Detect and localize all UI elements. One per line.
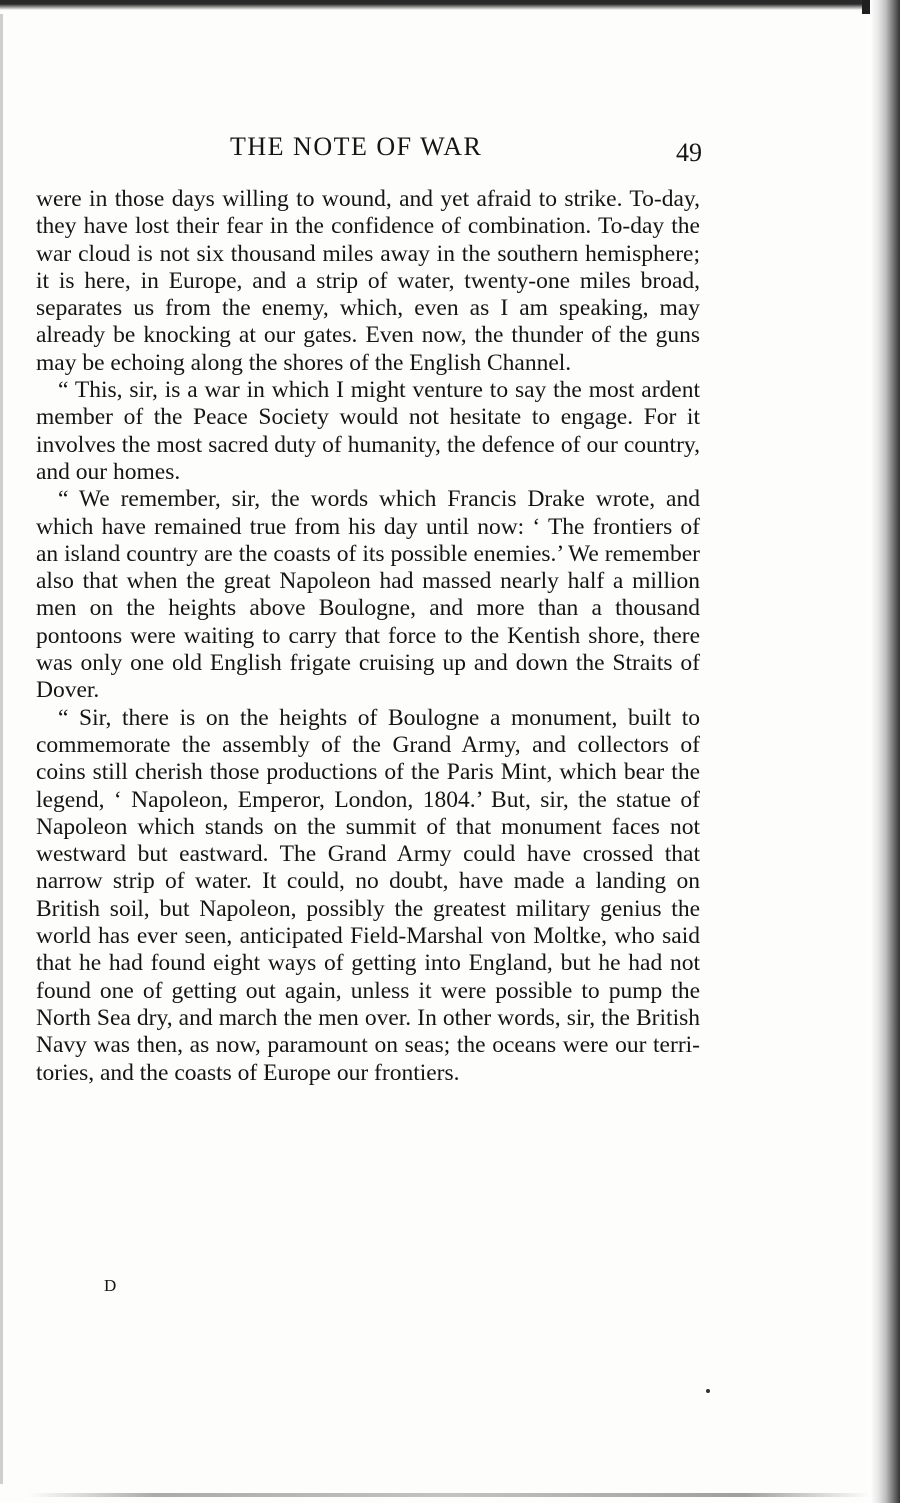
running-title: THE NOTE OF WAR bbox=[230, 132, 483, 161]
scan-edge-top bbox=[0, 0, 870, 10]
paragraph-continued: were in those days willing to wound, and yet afraid to strike. To-day, they have lost their fear in the confidence of combination. To-day the war cloud is not six thousand miles away in the southern hemisphere; it is here, in Europe, and a strip of water, twenty-one miles broad, separates us from the enemy, which, even as I am speaking, may already be knocking at our gates. Even now, the thunder of the guns may be echoing along the shores of the English Channel. bbox=[36, 186, 700, 376]
scan-speck bbox=[706, 1389, 710, 1393]
body-text bbox=[36, 186, 700, 1087]
scan-edge-left bbox=[0, 14, 3, 1484]
scan-edge-bottom bbox=[28, 1493, 870, 1497]
paragraph-francis-drake: “ We remember, sir, the words which Francis Drake wrote, and which have remained true from his day until now: ‘ The frontiers of an island country are the coasts of its possible enemies.’ We remember also that when the great Napoleon had massed nearly half a million men on the heights above Boulogne, and more than a thousand pontoons were waiting to carry that force to the Kentish shore, there was only one old English frigate cruising up and down the Straits of Dover. bbox=[36, 486, 700, 704]
scan-edge-right bbox=[870, 0, 900, 1503]
paragraph-boulogne-monument: “ Sir, there is on the heights of Boulogne a monument, built to commemorate the assembly of the Grand Army, and collectors of coins still cherish those productions of the Paris Mint, which bear the legend, ‘ Napoleon, Emperor, London, 1804.’ But, sir, the statue of Napoleon which stands on the summit of that monument faces not westward but eastward. The Grand Army could have crossed that narrow strip of water. It could, no doubt, have made a landing on British soil, but Napoleon, possibly the greatest military genius the world has ever seen, anticipated Field-Marshal von Moltke, who said that he had found eight ways of getting into England, but he had not found one of getting out again, unless it were possible to pump the North Sea dry, and march the men over. In other words, sir, the British Navy was then, as now, paramount on seas; the oceans were our territories, and the coasts of Europe our frontiers. bbox=[36, 704, 700, 1086]
signature-mark: D bbox=[104, 1276, 118, 1295]
paragraph-peace-society: “ This, sir, is a war in which I might venture to say the most ardent member of the Peace Society would not hesitate to engage. For it involves the most sacred duty of humanity, the defence of our country, and our homes. bbox=[36, 377, 700, 485]
page-number: 49 bbox=[676, 138, 702, 167]
